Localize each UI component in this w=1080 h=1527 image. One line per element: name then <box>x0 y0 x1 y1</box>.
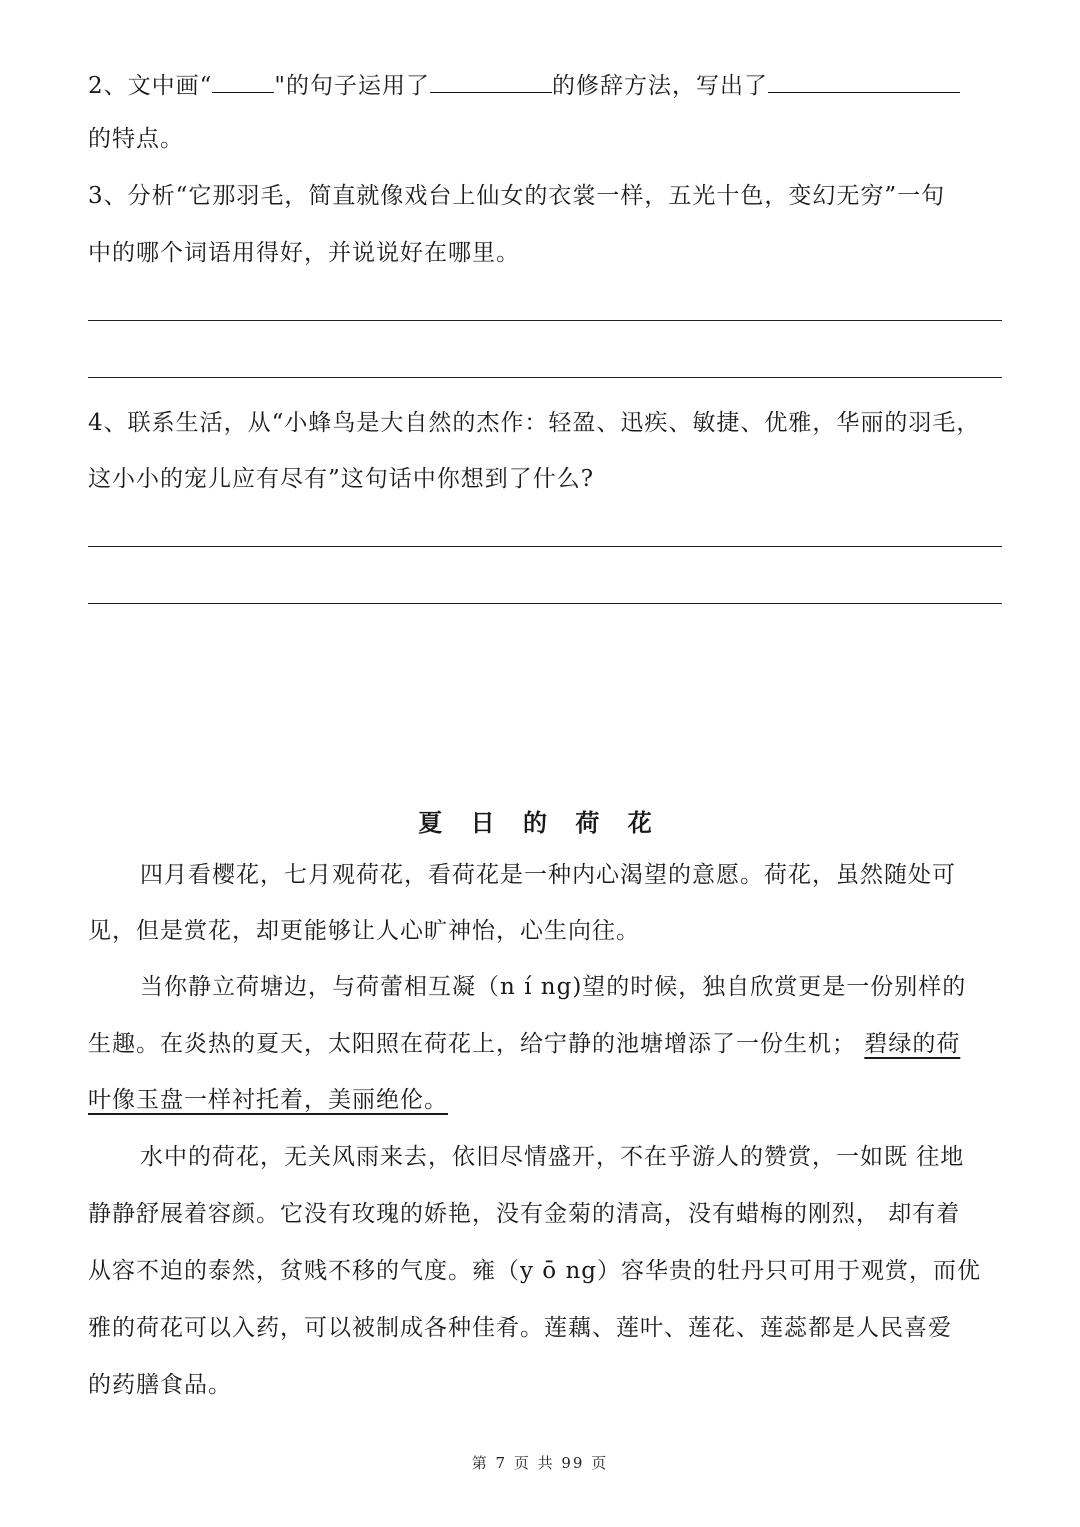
paragraph-2-line-2 <box>88 1029 1003 1059</box>
underlined-sentence-end: 叶像玉盘一样衬托着，美丽绝伦。 <box>88 1087 448 1113</box>
paragraph-3-line-4: 雅的荷花可以入药，可以被制成各种佳肴。莲藕、莲叶、莲花、莲蕊都是人民喜爱 <box>88 1315 952 1341</box>
underlined-sentence-start: 碧绿的荷 <box>864 1031 961 1057</box>
question-2-text-b: "的句子运用了 <box>274 73 430 99</box>
question-2-text-a: 2、文中画“ <box>88 73 213 99</box>
paragraph-1-line-2: 见，但是赏花，却更能够让人心旷神怡，心生向往。 <box>88 918 640 944</box>
paragraph-1-line-1: 四月看樱花，七月观荷花，看荷花是一种内心渴望的意愿。荷花，虽然随处可 <box>140 862 956 888</box>
question-4-line-1: 4、联系生活，从“小蜂鸟是大自然的杰作：轻盈、迅疾、敏捷、优雅，华丽的羽毛， <box>88 410 981 436</box>
answer-line-q3-1[interactable] <box>88 320 1002 321</box>
answer-blank-rhetoric[interactable] <box>430 70 552 93</box>
question-2-line-2: 的特点。 <box>88 126 184 152</box>
paragraph-3-line-3: 从容不迫的泰然，贫贱不移的气度。雍（y ō ng）容华贵的牡丹只可用于观赏，而优 <box>88 1258 981 1284</box>
question-2-line-1 <box>88 70 1003 101</box>
question-4-line-2: 这小小的宠儿应有尽有”这句话中你想到了什么? <box>88 466 595 492</box>
article-title: 夏 日 的 荷 花 <box>418 808 662 837</box>
question-3-line-1: 3、分析“它那羽毛，简直就像戏台上仙女的衣裳一样，五光十色，变幻无穷”一句 <box>88 183 946 209</box>
paragraph-3-line-2: 静静舒展着容颜。它没有玫瑰的娇艳，没有金菊的清高，没有蜡梅的刚烈， 却有着 <box>88 1201 961 1227</box>
page-number: 第 7 页 共 99 页 <box>471 1454 609 1472</box>
question-2-text-c: 的修辞方法，写出了 <box>552 73 768 99</box>
paragraph-2-text: 生趣。在炎热的夏天，太阳照在荷花上，给宁静的池塘增添了一份生机； <box>88 1031 856 1057</box>
paragraph-3-line-1: 水中的荷花，无关风雨来去，依旧尽情盛开，不在乎游人的赞赏，一如既 往地 <box>140 1144 965 1170</box>
paragraph-2-line-3 <box>88 1085 1003 1115</box>
paragraph-2-line-1: 当你静立荷塘边，与荷蕾相互凝（n í ng)望的时候，独自欣赏更是一份别样的 <box>140 974 967 1000</box>
answer-line-q4-1[interactable] <box>88 546 1002 547</box>
answer-line-q4-2[interactable] <box>88 603 1002 604</box>
answer-blank-quote[interactable] <box>212 70 274 93</box>
answer-line-q3-2[interactable] <box>88 377 1002 378</box>
question-3-line-2: 中的哪个词语用得好，并说说好在哪里。 <box>88 240 520 266</box>
answer-blank-feature[interactable] <box>768 70 960 93</box>
paragraph-3-line-5: 的药膳食品。 <box>88 1372 232 1398</box>
